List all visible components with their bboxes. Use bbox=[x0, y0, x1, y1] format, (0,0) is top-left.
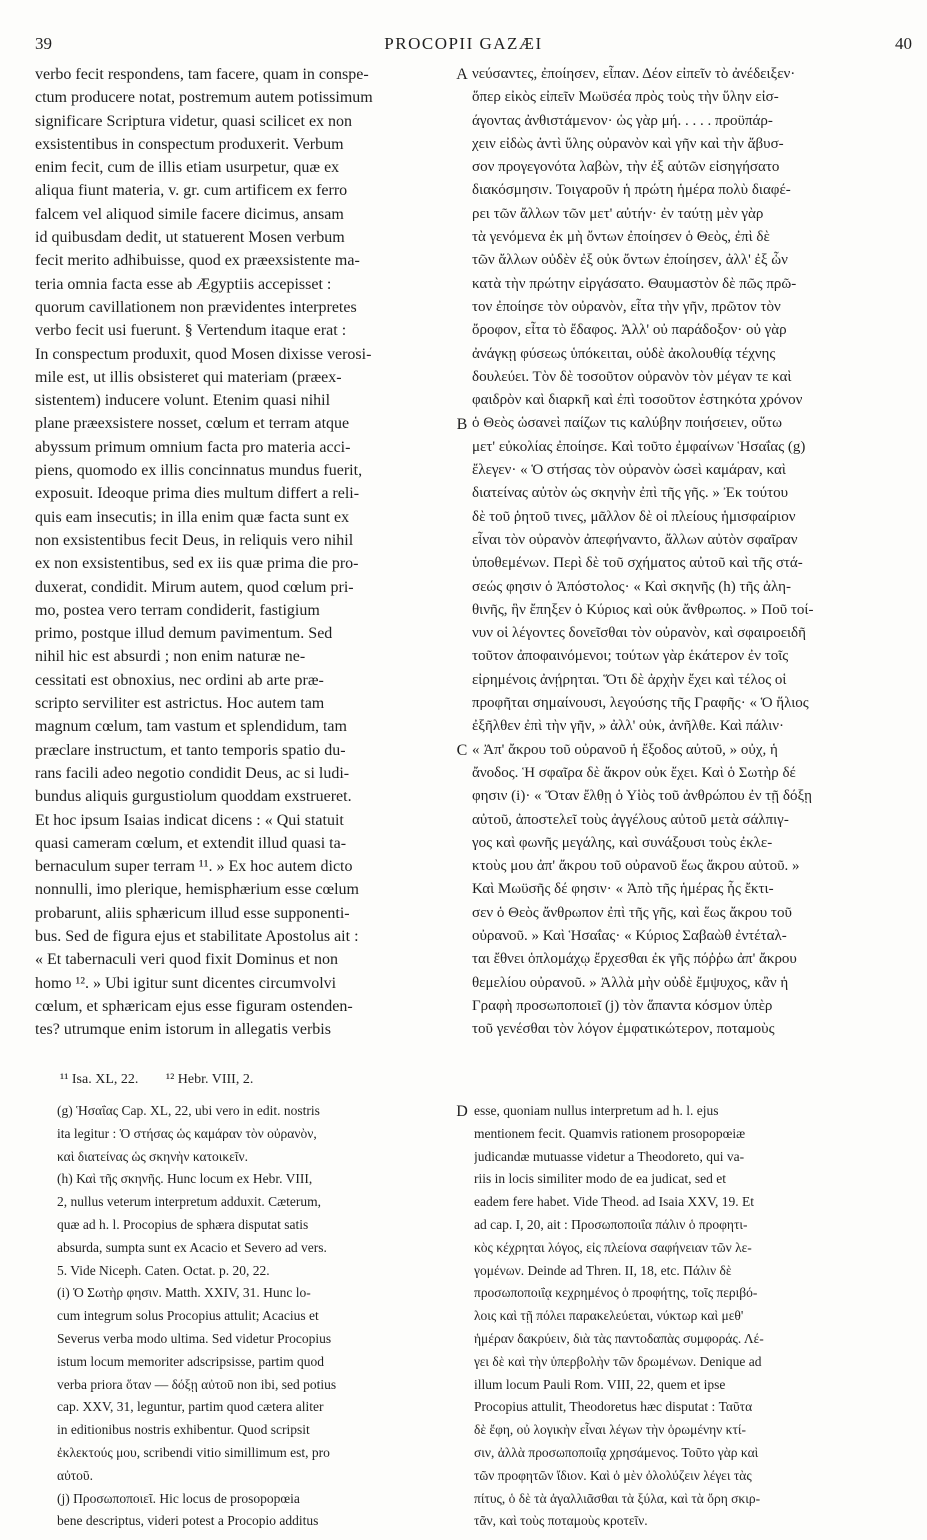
note-line: absurda, sumpta sunt ex Acacio et Severo ad vers. bbox=[57, 1239, 327, 1255]
greek-text-line: άγοντας ἀνθιστάμενον· ὡς γὰρ μή. . . . . προϋπάρ- bbox=[472, 112, 773, 129]
latin-text-line: probarunt, aliis sphæricum illud esse supponenti- bbox=[35, 904, 350, 922]
greek-text-line: Γραφὴ προσωποποιεῖ (j) τὸν ἅπαντα κόσμον ὑπὲρ bbox=[472, 997, 773, 1014]
note-line: 2, nullus veterum interpretum adduxit. Cæterum, bbox=[57, 1194, 321, 1210]
margin-letter-c: C bbox=[456, 742, 468, 759]
latin-text-line: verbo fecit usi fuerunt. § Vertendum itaque erat : bbox=[35, 322, 347, 340]
latin-text-line: piens, quomodo ex illis concinnatus mundus fuerit, bbox=[35, 462, 363, 480]
greek-text-line: χειν εἰδὼς ἀντὶ ὕλης οὐρανὸν καὶ γῆν καὶ τὴν ἄβυσ- bbox=[472, 135, 784, 152]
latin-text-line: mile est, ut illis obsisteret qui materiam (præex- bbox=[35, 368, 342, 386]
latin-text-line: aliqua fiunt materia, v. gr. cum artificem ex ferro bbox=[35, 182, 348, 200]
note-line: ἡμέραν δακρύειν, διὰ τὰς παντοδαπὰς συμφοράς. Λέ- bbox=[474, 1330, 764, 1346]
note-line: ad cap. I, 20, ait : Προσωποποιΐα πάλιν ὁ προφητι- bbox=[474, 1216, 748, 1232]
latin-text-line: fecit merito adhibuisse, quod ex præexsistente ma- bbox=[35, 252, 360, 270]
greek-text-line: ἐξῆλθεν ἐπὶ τὴν γῆν, » ἀλλ' οὐκ, ἀνῆλθε. Καὶ πάλιν· bbox=[472, 718, 785, 735]
note-line: δὲ ἔφη, οὐ λογικὴν εἶναι λέγων τὴν ὁρωμένην κτί- bbox=[474, 1422, 746, 1438]
greek-text-line: οὐρανοῦ. » Καὶ Ἡσαΐας· « Κύριος Σαβαὼθ ἐντέταλ- bbox=[472, 927, 787, 944]
margin-letter-d: D bbox=[456, 1103, 468, 1120]
latin-text-line: primo, postque illud demum pavimentum. Sed bbox=[35, 625, 333, 643]
greek-text-line: τοῦ γενέσθαι τὸν λόγον ἐμφατικώτερον, ποταμοὺς bbox=[472, 1021, 775, 1038]
latin-text-line: homo ¹². » Ubi igitur sunt dicentes circumvolvi bbox=[35, 974, 337, 992]
greek-text-line: φαιδρὸν καὶ διαρκῆ καὶ ἐπὶ τοσοῦτον ἑστηκότα χρόνον bbox=[472, 392, 803, 409]
note-line: verba priora ὅταν — δόξῃ αὐτοῦ non ibi, sed potius bbox=[57, 1376, 337, 1392]
note-line: σιν, ἀλλὰ προσωποποιΐᾳ χρησάμενος. Τοῦτο γὰρ καὶ bbox=[474, 1444, 759, 1460]
greek-text-line: νυν οἱ λέγοντες δονεῖσθαι τὸν οὐρανὸν, καὶ σφαιροειδῆ bbox=[472, 625, 806, 642]
note-line: ita legitur : Ὁ στήσας ὡς καμάραν τὸν οὐρανὸν, bbox=[57, 1125, 317, 1141]
note-line: αὐτοῦ. bbox=[57, 1467, 93, 1483]
greek-text-line: θεμελίου οὐρανοῦ. » Ἀλλὰ μὴν οὐδὲ ἔμψυχος, κἂν ἡ bbox=[472, 974, 789, 991]
latin-text-line: « Et tabernaculi veri quod fixit Dominus et non bbox=[35, 951, 339, 969]
greek-text-line: « Ἀπ' ἄκρου τοῦ οὐρανοῦ ἡ ἔξοδος αὐτοῦ, » οὐχ, ἡ bbox=[472, 741, 778, 758]
note-line: προσωποποιΐᾳ κεχρημένος ὁ προφήτης, τοῖς περιβό- bbox=[474, 1285, 758, 1301]
latin-text-line: falcem vel aliquod simile facere dicimus, ansam bbox=[35, 205, 344, 223]
note-line: eadem fere habet. Vide Theod. ad Isaia XXV, 19. Et bbox=[474, 1194, 754, 1210]
greek-text-line: ἔλεγεν· « Ὁ στήσας τὸν οὐρανὸν ὡσεὶ καμάραν, καὶ bbox=[472, 462, 786, 479]
note-line: γομένων. Deinde ad Thren. II, 18, etc. Πάλιν δὲ bbox=[474, 1262, 732, 1278]
greek-text-line: εἰρημένοις ἀνῄρηται. Ὅτι δὲ ἀρχὴν ἔχει καὶ τέλος οἱ bbox=[472, 671, 787, 688]
latin-text-line: ex non exsistentibus, sed ex iis quæ prima die pro- bbox=[35, 555, 359, 573]
latin-text-line: verbo fecit respondens, tam facere, quam in conspe- bbox=[35, 66, 369, 83]
greek-text-line: κτοὺς μου ἀπ' ἄκρου τοῦ οὐρανοῦ ἕως ἄκρου αὐτοῦ. » bbox=[472, 858, 800, 875]
note-line: τᾶν, καὶ τοὺς ποταμοὺς κροτεῖν. bbox=[474, 1513, 648, 1529]
greek-text-line: ἀνάγκῃ φύσεως ὑπόκειται, οὐδὲ ἀκολουθίᾳ τέχνης bbox=[472, 345, 776, 362]
notes-right-column bbox=[474, 1100, 912, 1533]
greek-text-line: τὰ γενόμενα ἐκ μὴ ὄντων ἐποίησεν ὁ Θεὸς, ἐπὶ δὲ bbox=[472, 229, 770, 246]
latin-text-line: duxerat, condidit. Mirum autem, quod cœlum pri- bbox=[35, 578, 354, 596]
note-line: τῶν προφητῶν ἴδιον. Καὶ ὁ μὲν ὀλολύζειν λέγει τὰς bbox=[474, 1467, 752, 1483]
greek-text-line: ὅπερ εἰκὸς εἰπεῖν Μωϋσέα πρὸς τοὺς τὴν ὕλην εἰσ- bbox=[472, 89, 779, 106]
greek-text-line: σεν ὁ Θεὸς ἄνθρωπον ἐπὶ τῆς γῆς, καὶ ἕως ἄκρου τοῦ bbox=[472, 904, 792, 921]
latin-text-line: significare Scriptura videtur, quasi scilicet ex non bbox=[35, 112, 353, 130]
latin-text-line: magnum cœlum, tam vastum et splendidum, tam bbox=[35, 718, 347, 736]
latin-text-line: quasi cameram cœlum, et extendit illud quasi ta- bbox=[35, 834, 347, 852]
latin-text-line: quis eam insecutis; in illa enim quæ facta sunt ex bbox=[35, 508, 350, 526]
scripture-footnotes bbox=[60, 1068, 253, 1091]
greek-text-line: δὲ τοῦ ῥητοῦ τινες, μᾶλλον δὲ οἱ πλείους ἡμισφαίριον bbox=[472, 508, 796, 525]
note-line: mentionem fecit. Quamvis rationem prosopopœiæ bbox=[474, 1125, 746, 1141]
greek-text-line: δουλεύει. Τὸν δὲ τοσοῦτον οὐρανὸν τὸν μέγαν τε καὶ bbox=[472, 368, 792, 385]
footnote-11: ¹¹ Isa. XL, 22. bbox=[60, 1072, 139, 1087]
greek-text-line: ται ἔθνει ὁπλομάχῳ ἔρχεσθαι ἐκ γῆς πόῤῥω ἀπ' ἄκρου bbox=[472, 951, 797, 968]
note-line: γει δὲ καὶ τὴν ὑπερβολὴν τῶν δρωμένων. Denique ad bbox=[474, 1353, 762, 1369]
latin-text-line: nihil hic est absurdi ; non enim naturæ ne- bbox=[35, 648, 306, 666]
note-line: (i) Ὁ Σωτὴρ φησιν. Matth. XXIV, 31. Hunc lo- bbox=[57, 1285, 311, 1301]
latin-text-line: exsistentibus in conspectum produxerit. Verbum bbox=[35, 135, 344, 153]
note-line: in editionibus nostris exhibentur. Quod scripsit bbox=[57, 1422, 310, 1438]
greek-column bbox=[472, 63, 912, 1041]
latin-text-line: teria omnia facta esse ab Ægyptiis accepisset : bbox=[35, 275, 332, 293]
greek-text-line: ἄνοδος. Ἡ σφαῖρα δὲ ἄκρον οὐκ ἔχει. Καὶ ὁ Σωτὴρ δέ bbox=[472, 764, 796, 781]
note-line: istum locum memoriter adscripsisse, partim quod bbox=[57, 1353, 324, 1369]
running-title: PROCOPII GAZÆI bbox=[384, 34, 543, 53]
greek-text-line: θινῆς, ἣν ἔπηξεν ὁ Κύριος καὶ οὐκ ἄνθρωπος. » Ποῦ τοί- bbox=[472, 601, 814, 618]
greek-text-line: σεώς φησιν ὁ Ἀπόστολος· « Καὶ σκηνῆς (h) τῆς ἀλη- bbox=[472, 578, 791, 595]
latin-text-line: abyssum primum omnium facta pro materia acci- bbox=[35, 438, 351, 456]
greek-text-line: διατείνας αὐτὸν ὡς σκηνὴν ἐπὶ τῆς γῆς. » Ἐκ τούτου bbox=[472, 485, 789, 502]
latin-text-line: tes? utrumque enim istorum in allegatis verbis bbox=[35, 1021, 331, 1039]
latin-text-line: bus. Sed de figura ejus et stabilitate Apostolus ait : bbox=[35, 927, 359, 945]
greek-text-line: τῶν ἄλλων οὐδὲν ἐξ οὐκ ὄντων ἐποίησεν, ἀλλ' ἐξ ὧν bbox=[472, 252, 788, 269]
latin-text-line: bernaculum super terram ¹¹. » Ex hoc autem dicto bbox=[35, 858, 353, 876]
note-line: quæ ad h. l. Procopius de sphæra disputat satis bbox=[57, 1216, 309, 1232]
note-line: esse, quoniam nullus interpretum ad h. l. ejus bbox=[474, 1103, 719, 1118]
note-line: (j) Προσωποποιεῖ. Hic locus de prosopopœia bbox=[57, 1490, 300, 1506]
latin-text-line: cœlum, et sphæricam ejus esse figuram ostenden- bbox=[35, 997, 353, 1015]
greek-text-line: Καὶ Μωϋσῆς δέ φησιν· « Ἀπὸ τῆς ἡμέρας ἧς ἔκτι- bbox=[472, 881, 774, 898]
greek-text-line: προφῆται σημαίνουσι, λεγούσης τῆς Γραφῆς· « Ὁ ἥλιος bbox=[472, 695, 809, 712]
latin-text-line: sistentem) inducere volunt. Etenim quasi nihil bbox=[35, 392, 331, 410]
note-line: judicandæ mutuasse videtur a Theodoreto, qui va- bbox=[474, 1148, 745, 1164]
greek-text-line: ὑποθεμένων. Περὶ δὲ τοῦ σχήματος αὐτοῦ καὶ τῆς στά- bbox=[472, 555, 803, 572]
greek-text-line: τοῦτον ἀποφαινόμενοι; τούτων γὰρ ἑκάτερον ἐν τοῖς bbox=[472, 648, 789, 665]
margin-letter-b: B bbox=[456, 416, 468, 433]
page-number-right: 40 bbox=[895, 34, 912, 53]
latin-text-line: cessitati est obnoxius, nec ordini ab arte præ- bbox=[35, 671, 324, 689]
greek-text-line: νεύσαντες, ἐποίησεν, εἶπαν. Δέον εἰπεῖν τὸ ἀνέδειξεν· bbox=[472, 66, 796, 82]
note-line: Severus verba modo ultima. Sed videtur Procopius bbox=[57, 1330, 332, 1346]
greek-text-line: εἶναι τὸν οὐρανὸν ἀπεφήναντο, ἄλλων αὐτὸν σφαῖραν bbox=[472, 531, 798, 548]
latin-text-line: Et hoc ipsum Isaias indicat dicens : « Qui statuit bbox=[35, 811, 344, 829]
note-line: riis in locis similiter modo de ea judicat, sed et bbox=[474, 1171, 726, 1187]
note-line: Procopius attulit, Theodoretus hæc disputat : Ταῦτα bbox=[474, 1399, 753, 1415]
note-line: ἐκλεκτούς μου, scribendi vitio simillimum est, pro bbox=[57, 1444, 330, 1460]
latin-text-line: enim fecit, cum de illis etiam usurpetur, quæ ex bbox=[35, 159, 340, 177]
latin-text-line: ctum producere notat, postremum autem potissimum bbox=[35, 89, 373, 107]
latin-text-line: plane præexsistere nosset, cœlum et terram atque bbox=[35, 415, 350, 433]
greek-text-line: φησιν (i)· « Ὅταν ἔλθῃ ὁ Υἱὸς τοῦ ἀνθρώπου ἐν τῇ δόξῃ bbox=[472, 788, 812, 805]
latin-text-line: mo, postea vero terram condiderit, fastigium bbox=[35, 601, 320, 619]
margin-letter-a: A bbox=[456, 66, 468, 83]
greek-text-line: ὁ Θεὸς ὡσανεὶ παίζων τις καλύβην ποιήσειεν, οὕτω bbox=[472, 415, 783, 432]
greek-text-line: ὄροφον, εἶτα τὸ ἔδαφος. Ἀλλ' οὐ παράδοξον· οὐ γὰρ bbox=[472, 322, 787, 339]
latin-text-line: bundus aliquis gurgustiolum quoddam exstrueret. bbox=[35, 788, 352, 806]
note-line: bene descriptus, videri potest a Procopio additus bbox=[57, 1513, 319, 1529]
latin-text-line: scripto serviliter est astrictus. Hoc autem tam bbox=[35, 695, 325, 713]
greek-text-line: σον προγεγονότα λαβὼν, τὴν ἐξ αὐτῶν εἰσηγήσατο bbox=[472, 159, 780, 176]
latin-text-line: quorum cavillationem non prævidentes interpretes bbox=[35, 298, 357, 316]
note-line: 5. Vide Niceph. Caten. Octat. p. 20, 22. bbox=[57, 1262, 270, 1278]
latin-text-line: exposuit. Ideoque prima dies multum differt a reli- bbox=[35, 485, 360, 503]
notes-left-column bbox=[57, 1100, 452, 1533]
note-line: καὶ διατείνας ὡς σκηνὴν κατοικεῖν. bbox=[57, 1148, 248, 1164]
latin-text-line: non exsistentibus fecit Deus, in reliquis vero nihil bbox=[35, 531, 354, 549]
latin-text-line: præclare instructum, et tanto temporis spatio du- bbox=[35, 741, 346, 759]
note-line: (h) Καὶ τῆς σκηνῆς. Hunc locum ex Hebr. VIII, bbox=[57, 1171, 313, 1187]
page-number-left: 39 bbox=[35, 34, 52, 53]
note-line: cap. XXV, 31, leguntur, partim quod cætera aliter bbox=[57, 1399, 324, 1415]
latin-text-line: id quibusdam dedit, ut statuerent Mosen verbum bbox=[35, 229, 345, 247]
latin-text-line: rans facili adeo negotio condidit Deus, ac si ludi- bbox=[35, 764, 350, 782]
greek-text-line: ρει τῶν ἄλλων τῶν μετ' αὐτήν· ἐν ταύτῃ μὲν γὰρ bbox=[472, 205, 764, 222]
note-line: (g) Ἡσαΐας Cap. XL, 22, ubi vero in edit. nostris bbox=[57, 1103, 320, 1118]
footnote-12: ¹² Hebr. VIII, 2. bbox=[165, 1072, 254, 1087]
greek-text-line: μετ' εὐκολίας ἐποίησε. Καὶ τοῦτο ἐμφαίνων Ἡσαΐας (g) bbox=[472, 438, 806, 455]
greek-text-line: γος καὶ φωνῆς μεγάλης, καὶ συνάξουσι τοὺς ἐκλε- bbox=[472, 834, 773, 851]
greek-text-line: τον ἐποίησε τὸν οὐρανὸν, εἶτα τὴν γῆν, πρῶτον τὸν bbox=[472, 298, 781, 315]
greek-text-line: διακόσμησιν. Τοιγαροῦν ἡ πρώτη ἡμέρα πολὺ διαφέ- bbox=[472, 182, 791, 199]
note-line: κὸς κέχρηται λόγος, εἰς πλείονα σαφήνειαν τῶν λε- bbox=[474, 1239, 752, 1255]
latin-column bbox=[35, 63, 452, 1041]
note-line: λοις καὶ τῇ πόλει παρακελεύεται, νύκτωρ καὶ μεθ' bbox=[474, 1308, 744, 1324]
greek-text-line: κατὰ τὴν πρώτην εἰργάσατο. Θαυμαστὸν δὲ πῶς πρῶ- bbox=[472, 275, 797, 292]
greek-text-line: αὐτοῦ, ἀποστελεῖ τοὺς ἀγγέλους αὐτοῦ μετὰ σάλπιγ- bbox=[472, 811, 789, 828]
latin-text-line: nonnulli, imo plerique, hemisphærium esse cœlum bbox=[35, 881, 359, 899]
note-line: illum locum Pauli Rom. VIII, 22, quem et ipse bbox=[474, 1376, 726, 1392]
note-line: πίτυς, ὁ δὲ τὰ ἀγαλλιᾶσθαι τὰ ξύλα, καὶ τὰ ὄρη σκιρ- bbox=[474, 1490, 761, 1506]
note-line: cum integrum solus Procopius attulit; Acacius et bbox=[57, 1308, 319, 1324]
latin-text-line: In conspectum produxit, quod Mosen dixisse verosi- bbox=[35, 345, 372, 363]
